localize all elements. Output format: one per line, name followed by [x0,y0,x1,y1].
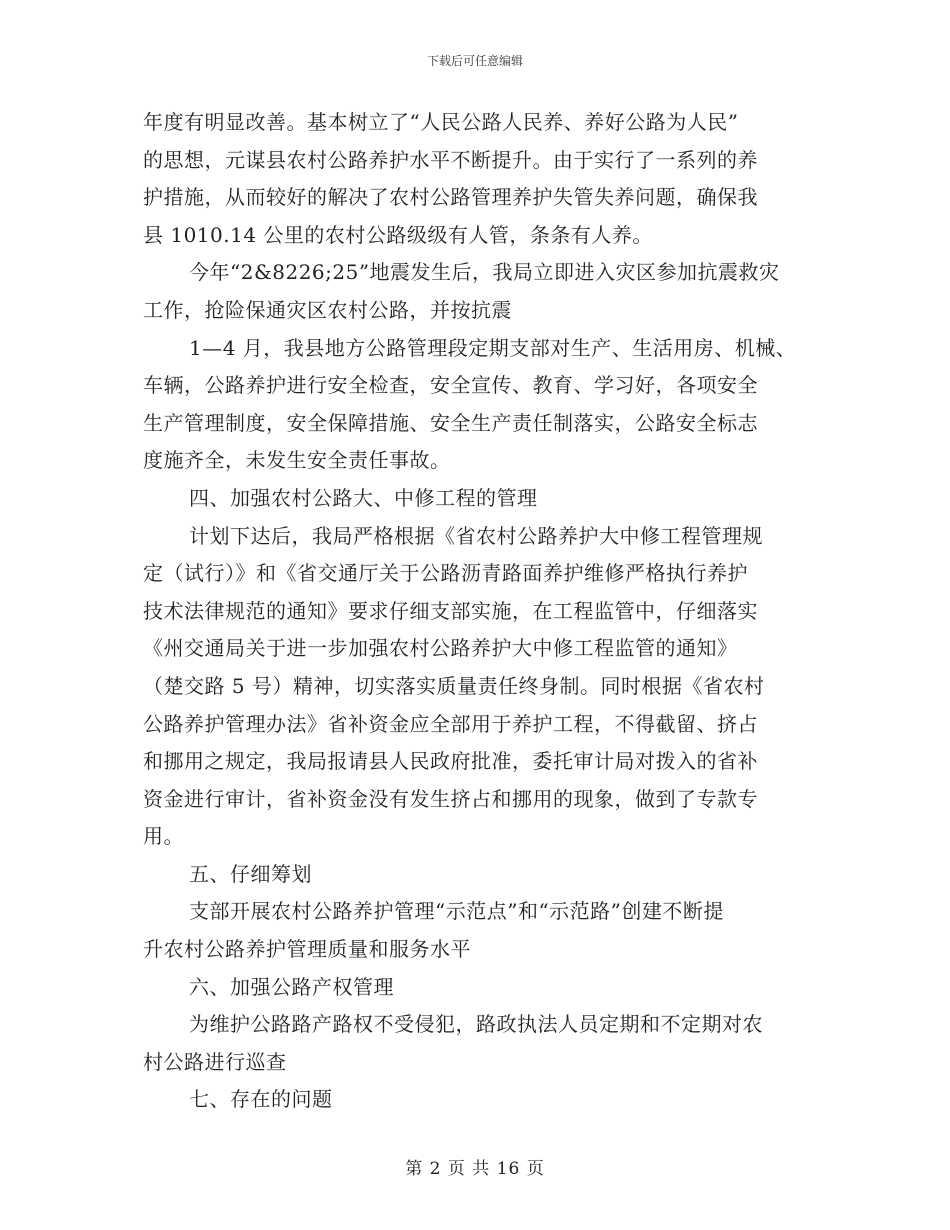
text-line: 五、仔细筹划 [189,861,312,886]
text-line: 度施齐全，未发生安全责任事故。 [143,448,451,473]
page-footer: 第 2 页 共 16 页 [405,1159,545,1179]
text-line: （楚交路 5 号）精神，切实落实质量责任终身制。同时根据《省农村 [143,673,765,698]
text-line: 1—4 月，我县地方公路管理段定期支部对生产、生活用房、机械、 [189,335,797,360]
text-line: 公路养护管理办法》省补资金应全部用于养护工程，不得截留、挤占 [143,711,758,736]
text-line: 县 1010.14 公里的农村公路级级有人管，条条有人养。 [143,222,653,247]
text-line: 年度有明显改善。基本树立了“人民公路人民养、养好公路为人民” [143,110,739,134]
text-line: 护措施，从而较好的解决了农村公路管理养护失管失养问题，确保我 [143,185,758,210]
text-line: 定（试行）》和《省交通厅关于公路沥青路面养护维修严格执行养护 [143,561,748,586]
text-line: 技术法律规范的通知》要求仔细支部实施，在工程监管中，仔细落实 [143,598,758,623]
text-line: 六、加强公路产权管理 [189,974,394,999]
text-line: 七、存在的问题 [189,1087,333,1112]
text-line: 《州交通局关于进一步加强农村公路养护大中修工程监管的通知》 [143,636,738,661]
text-line: 的思想，元谋县农村公路养护水平不断提升。由于实行了一系列的养 [143,147,758,172]
text-line: 为维护公路路产路权不受侵犯，路政执法人员定期和不定期对农 [189,1012,763,1037]
text-line: 资金进行审计，省补资金没有发生挤占和挪用的现象，做到了专款专 [143,786,758,811]
page-header: 下载后可任意编辑 [426,54,523,68]
text-line: 四、加强农村公路大、中修工程的管理 [189,485,538,510]
text-line: 村公路进行巡查 [143,1049,287,1074]
text-line: 工作，抢险保通灾区农村公路，并按抗震 [143,297,512,322]
text-line: 升农村公路养护管理质量和服务水平 [143,937,471,962]
text-line: 计划下达后，我局严格根据《省农村公路养护大中修工程管理规 [189,523,763,548]
text-line: 和挪用之规定，我局报请县人民政府批准，委托审计局对拨入的省补 [143,749,758,774]
document-body [143,104,823,1119]
text-line: 车辆，公路养护进行安全检查，安全宣传、教育、学习好，各项安全 [143,373,758,398]
text-line: 支部开展农村公路养护管理“示范点”和“示范路”创建不断提 [189,899,724,924]
text-line: 用。 [143,824,184,849]
text-line: 今年“2&8226;25”地震发生后，我局立即进入灾区参加抗震救灾 [189,260,780,285]
text-line: 生产管理制度，安全保障措施、安全生产责任制落实，公路安全标志 [143,410,758,435]
